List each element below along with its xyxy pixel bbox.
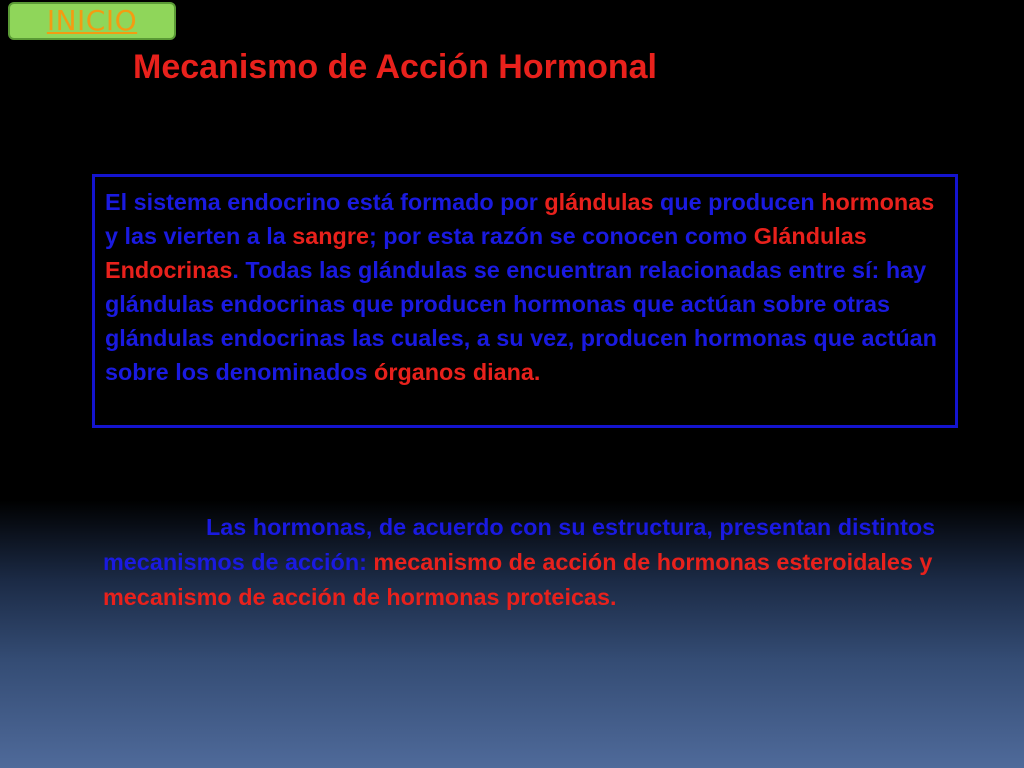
definition-text-1: El sistema endocrino está formado por (105, 189, 545, 215)
inicio-button-label: INICIO (46, 4, 138, 37)
definition-text-2: que producen (653, 189, 822, 215)
highlight-hormonas: hormonas (821, 189, 935, 215)
highlight-organos-diana: órganos diana. (374, 359, 541, 385)
inicio-button[interactable] (8, 2, 176, 40)
definition-text-4: ; por esta razón se conocen como (368, 223, 754, 249)
hormones-intro-text: Las hormonas, de acuerdo con su estructura, presentan distintos mecanismos de acción: (103, 514, 936, 575)
highlight-glandulas-endocrinas: Glándulas Endocrinas (105, 223, 867, 283)
page-title: Mecanismo de Acción Hormonal (133, 48, 657, 86)
definition-text-3: y las vierten a la (105, 223, 293, 249)
highlight-glandulas: glándulas (544, 189, 654, 215)
hormones-highlight-text: mecanismo de acción de hormonas esteroidales y mecanismo de acción de hormonas proteicas. (103, 549, 933, 610)
endocrine-definition-box (92, 174, 958, 428)
highlight-sangre: sangre (292, 223, 369, 249)
definition-text-5: . Todas las glándulas se encuentran relacionadas entre sí: hay glándulas endocrinas que producen hormonas que actúan sobre otras glándulas endocrinas las cuales, a su vez, producen hormonas que actúan sobre los denominados (105, 257, 937, 385)
hormone-mechanisms-paragraph (103, 510, 943, 615)
